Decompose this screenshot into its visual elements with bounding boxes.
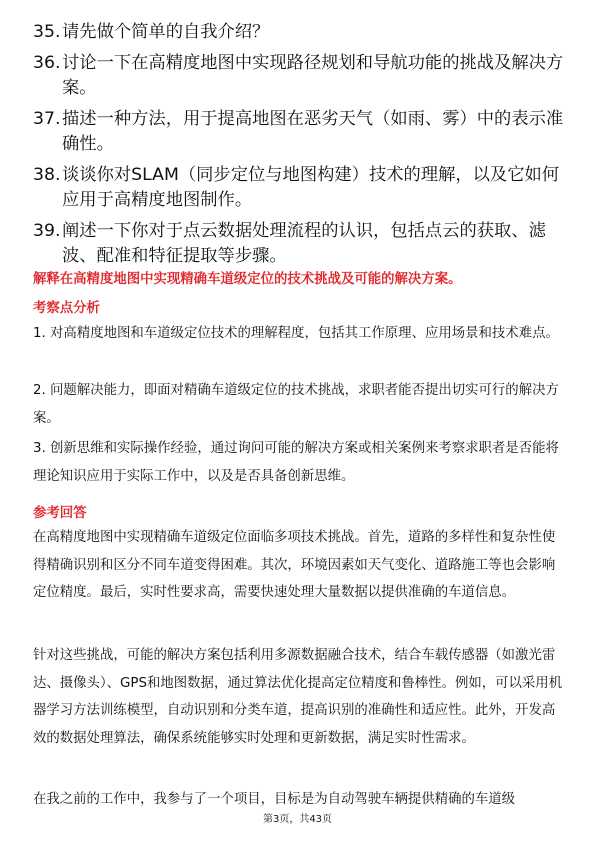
answer-paragraph: 在我之前的工作中，我参与了一个项目，目标是为自动驾驶车辆提供精确的车道级	[33, 792, 516, 807]
answer-paragraph: 针对这些挑战，可能的解决方案包括利用多源数据融合技术，结合车载传感器（如激光雷达、摄像头）、GPS和地图数据，通过算法优化提高定位精度和鲁棒性。例如，可以采用机器学习方法训练模型，自动识别和分类车道，提高识别的准确性和适应性。此外，开发高效的数据处理算法，确保系统能够实时处理和更新数据，满足实时性需求。	[33, 648, 563, 746]
analysis-point: 2. 问题解决能力，即面对精确车道级定位的技术挑战，求职者能否提出切实可行的解决方案。	[33, 383, 559, 426]
question-number: 37.	[33, 109, 61, 129]
question-text: 请先做个简单的自我介绍？	[62, 22, 270, 42]
answer-title: 参考回答	[33, 506, 87, 521]
question-item	[33, 107, 568, 157]
question-number: 35.	[33, 22, 61, 42]
page-footer: 第3页，共43页	[262, 814, 333, 825]
question-item	[33, 219, 568, 269]
analysis-point: 3. 创新思维和实际操作经验，通过询问可能的解决方案或相关案例来考察求职者是否能将理论知识应用于实际工作中，以及是否具备创新思维。	[33, 441, 559, 484]
question-item	[33, 51, 568, 101]
question-text: 阐述一下你对于点云数据处理流程的认识，包括点云的获取、滤波、配准和特征提取等步骤。	[62, 221, 546, 266]
analysis-point: 1. 对高精度地图和车道级定位技术的理解程度，包括其工作原理、应用场景和技术难点。	[33, 326, 559, 341]
question-item	[33, 163, 568, 213]
question-number: 38.	[33, 165, 61, 185]
analysis-title: 考察点分析	[33, 301, 100, 316]
question-text: 谈谈你对SLAM（同步定位与地图构建）技术的理解，以及它如何应用于高精度地图制作。	[62, 165, 560, 210]
question-number: 36.	[33, 53, 61, 73]
question-item	[33, 20, 568, 45]
answer-paragraph: 在高精度地图中实现精确车道级定位面临多项技术挑战。首先，道路的多样性和复杂性使得精确识别和区分不同车道变得困难。其次，环境因素如天气变化、道路施工等也会影响定位精度。最后，实时性要求高，需要快速处理大量数据以提供准确的车道信息。	[33, 530, 556, 600]
question-text: 讨论一下在高精度地图中实现路径规划和导航功能的挑战及解决方案。	[62, 53, 564, 98]
question-number: 39.	[33, 221, 61, 241]
question-headline: 解释在高精度地图中实现精确车道级定位的技术挑战及可能的解决方案。	[33, 272, 462, 287]
question-list	[33, 20, 568, 275]
question-text: 描述一种方法，用于提高地图在恶劣天气（如雨、雾）中的表示准确性。	[62, 109, 564, 154]
